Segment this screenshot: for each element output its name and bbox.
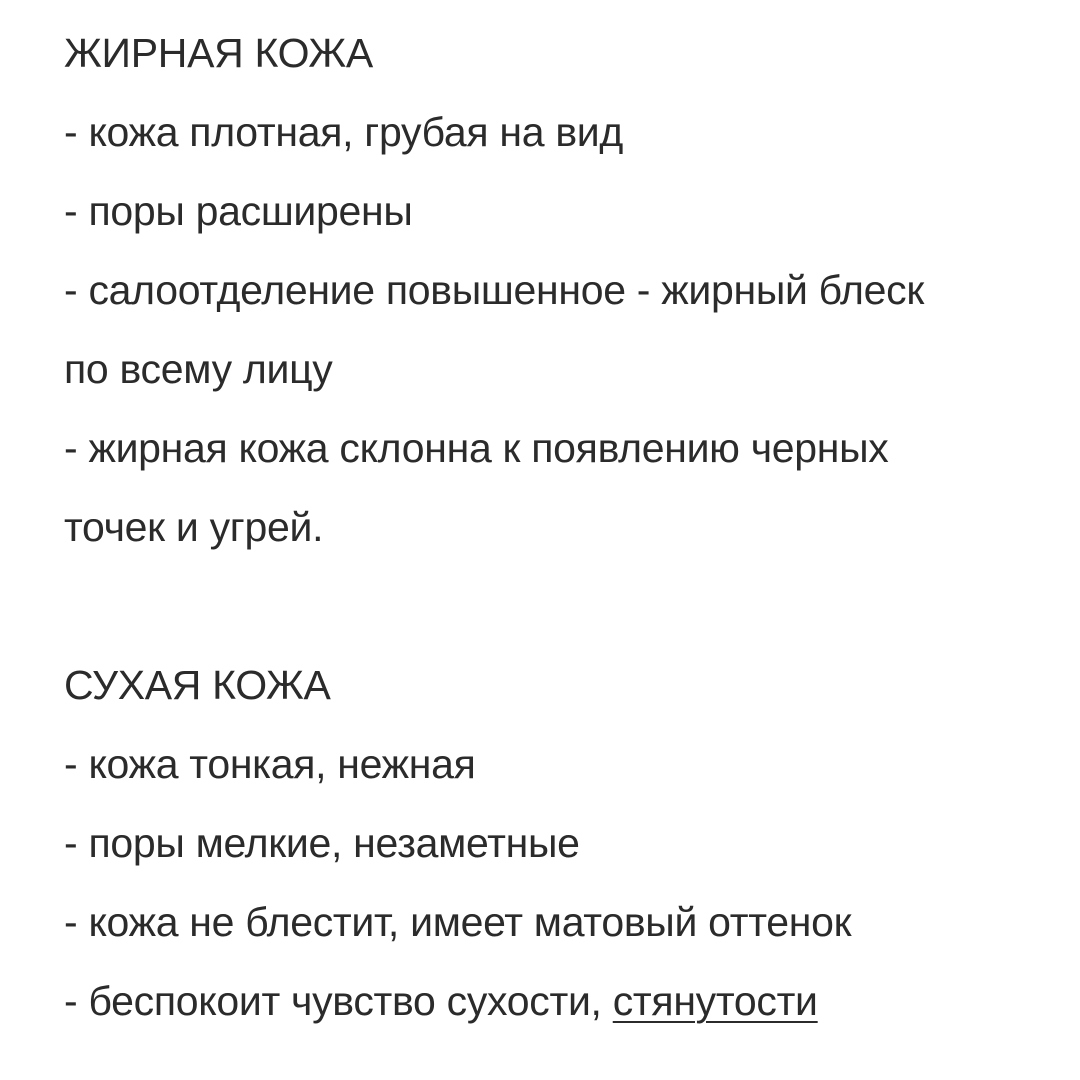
dry-skin-line: - кожа не блестит, имеет матовый оттенок — [64, 899, 852, 945]
section-spacer — [64, 567, 1054, 646]
oily-skin-section — [64, 14, 1054, 567]
dry-skin-heading: СУХАЯ КОЖА — [64, 662, 331, 708]
oily-skin-heading: ЖИРНАЯ КОЖА — [64, 30, 373, 76]
oily-skin-line: - поры расширены — [64, 188, 413, 234]
oily-skin-line: по всему лицу — [64, 346, 333, 392]
article-text — [64, 14, 1054, 1041]
oily-skin-line: - кожа плотная, грубая на вид — [64, 109, 624, 155]
dry-skin-section — [64, 646, 1054, 1041]
oily-skin-line: - салоотделение повышенное - жирный блеск — [64, 267, 924, 313]
dry-skin-line-text: - беспокоит чувство сухости, — [64, 978, 613, 1024]
dry-skin-line: - поры мелкие, незаметные — [64, 820, 580, 866]
oily-skin-line: точек и угрей. — [64, 504, 324, 550]
dry-skin-line — [64, 962, 1054, 1041]
tightness-link[interactable]: стянутости — [612, 978, 818, 1024]
oily-skin-line: - жирная кожа склонна к появлению черных — [64, 425, 889, 471]
dry-skin-line: - кожа тонкая, нежная — [64, 741, 476, 787]
